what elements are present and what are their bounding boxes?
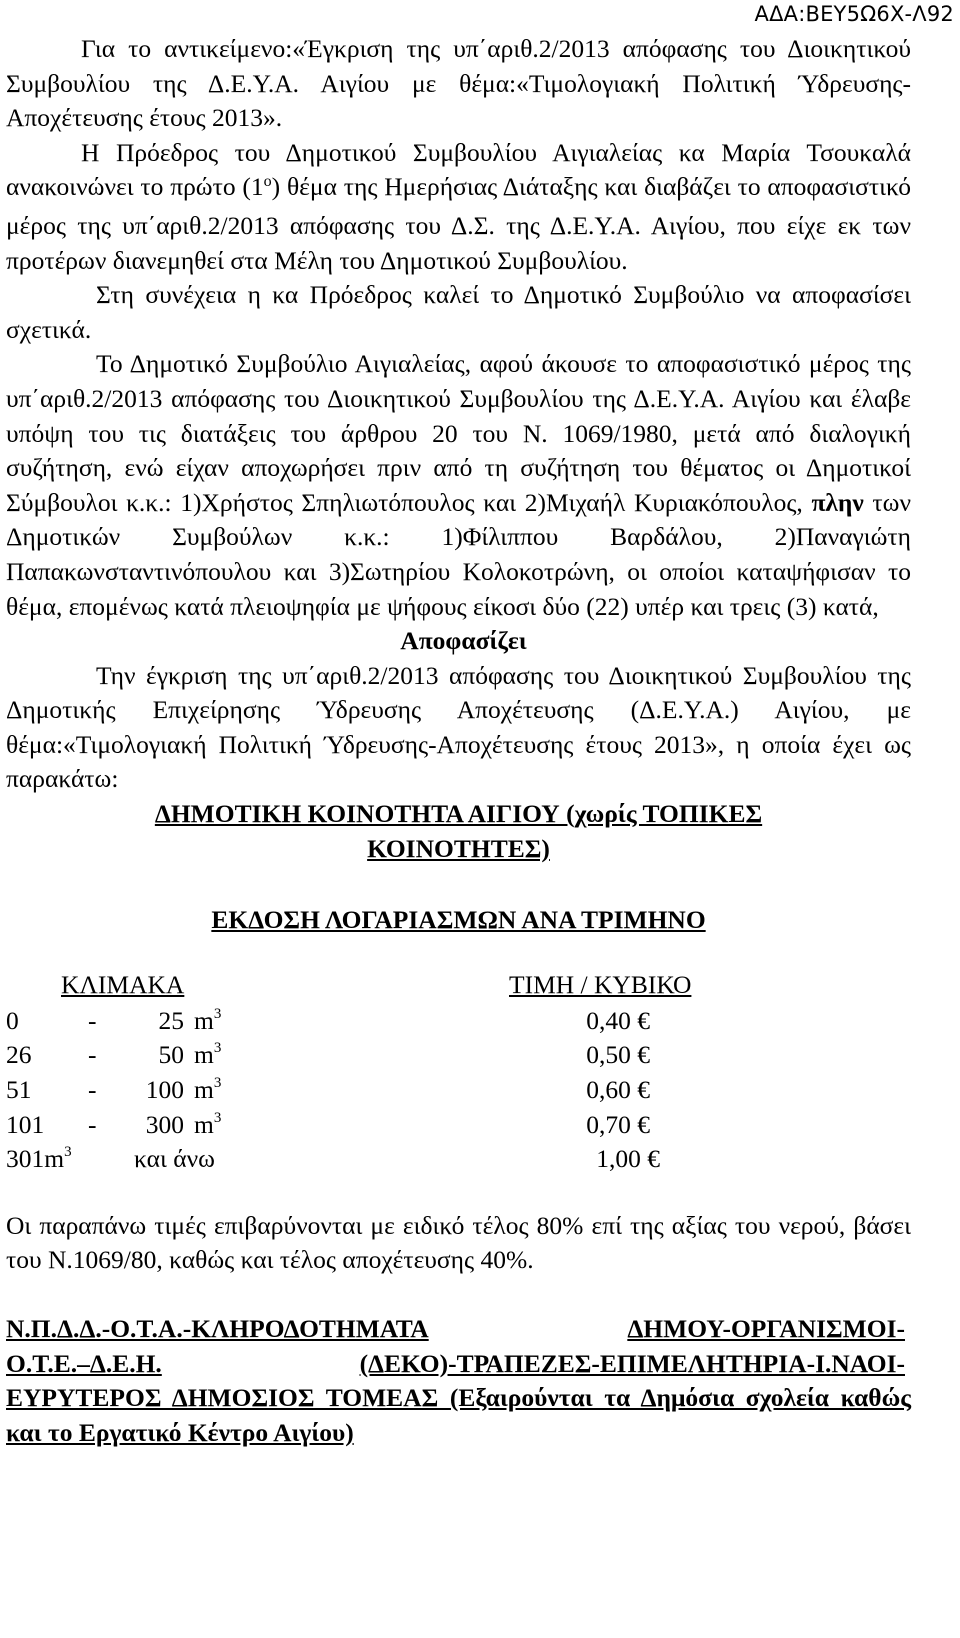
tier-to: 25 [158, 1005, 184, 1035]
tier-dash: - [88, 1040, 97, 1070]
exemptions-line-1: Ν.Π.Δ.Δ.-Ο.Τ.Α.-ΚΛΗΡΟΔΟΤΗΜΑΤΑ ΔΗΜΟΥ-ΟΡΓΑΝΙΣΜΟΙ- [6, 1314, 905, 1343]
tier-unit: $m^3$ [194, 1005, 222, 1035]
tier-price: 0,50 € [586, 1040, 650, 1070]
tier-unit: $m^3$ [194, 1040, 222, 1070]
tier-price: 0,60 € [586, 1075, 650, 1105]
exemptions-line-3: ΕΥΡΥΤΕΡΟΣ ΔΗΜΟΣΙΟΣ ΤΟΜΕΑΣ (Εξαιρούνται τα Δημόσια σχολεία καθώς και το Εργατικό Κέντρο Αιγίου) [6, 1383, 911, 1447]
table-row [6, 1073, 911, 1108]
tier-price: 0,70 € [586, 1109, 650, 1139]
section-title-community-cont: ΚΟΙΝΟΤΗΤΕΣ) [367, 833, 550, 863]
tier-dash: - [88, 1075, 97, 1105]
note-paragraph: Οι παραπάνω τιμές επιβαρύνονται με ειδικό τέλος 80% επί της αξίας του νερού, βάσει του Ν.1069/80, καθώς και τέλος αποχέτευσης 40%. [6, 1210, 911, 1275]
decides-heading: Αποφασίζει [400, 626, 527, 656]
table-row [6, 1142, 911, 1177]
tier-from: $301m^3$ [6, 1144, 72, 1174]
tariff-table-header [6, 968, 911, 1004]
table-row [6, 1108, 911, 1143]
paragraph-council: Το Δημοτικό Συμβούλιο Αιγιαλείας, αφού άκουσε το αποφασιστικό μέρος της υπ΄αριθ.2/2013 απόφασης του Διοικητικού Συμβουλίου της Δ.Ε.Υ.Α. Αιγίου και έλαβε υπόψη του τις διατάξεις του άρθρου 20 του Ν. 1069/1980, μετά από διαλογική συζήτηση, ενώ είχαν αποχωρήσει πριν από τη συζήτηση του θέματος οι Δημοτικοί Σύμβουλοι κ.κ.: 1)Χρήστος Σπηλιωτόπουλος και 2)Μιχαήλ Κυριακόπουλος, πλην των Δημοτικών Συμβούλων κ.κ.: 1)Φίλιππου Βαρδάλου, 2)Παναγιώτη Παπακωνσταντινόπουλου και 3)Σωτηρίου Κολοκοτρώνη, οι οποίοι καταψήφισαν το θέμα, επομένως κατά πλειοψηφία με ψήφους είκοσι δύο (22) υπέρ και τρεις (3) κατά, [6, 349, 911, 621]
tier-price: 0,40 € [586, 1005, 650, 1035]
tier-unit: $m^3$ [194, 1075, 222, 1105]
tier-to: 100 [145, 1075, 184, 1105]
tier-open-ended: και άνω [134, 1144, 215, 1174]
tier-from: 51 [6, 1075, 32, 1105]
paragraph-president: Η Πρόεδρος του Δημοτικού Συμβουλίου Αιγιαλείας κα Μαρία Τσουκαλά ανακοινώνει το πρώτο $(1^o)$ θέμα της Ημερήσιας Διάταξης και διαβάζει το αποφασιστικό μέρος της υπ΄αριθ.2/2013 απόφασης του Δ.Σ. της Δ.Ε.Υ.Α. Αιγίου, που είχε εκ των προτέρων διανεμηθεί στα Μέλη του Δημοτικού Συμβουλίου. [6, 137, 911, 275]
subject-paragraph: Για το αντικείμενο:«Έγκριση της υπ΄αριθ.2/2013 απόφασης του Διοικητικού Συμβουλίου της Δ.Ε.Υ.Α. Αιγίου με θέμα:«Τιμολογιακή Πολιτική Ύδρευσης-Αποχέτευσης έτους 2013». [6, 34, 911, 133]
document-body [6, 32, 911, 1450]
column-scale: ΚΛΙΜΑΚΑ [61, 969, 185, 999]
section-title-community: ΔΗΜΟΤΙΚΗ ΚΟΙΝΟΤΗΤΑ ΑΙΓΙΟΥ (χωρίς ΤΟΠΙΚΕΣ [154, 799, 763, 829]
table-row [6, 1038, 911, 1073]
tier-from: 26 [6, 1040, 32, 1070]
tier-dash: - [88, 1005, 97, 1035]
section-title-billing: ΕΚΔΟΣΗ ΛΟΓΑΡΙΑΣΜΩΝ ΑΝΑ ΤΡΙΜΗΝΟ [211, 905, 706, 935]
tier-price: 1,00 € [596, 1144, 660, 1174]
tier-from: 101 [6, 1109, 45, 1139]
column-price: ΤΙΜΗ / ΚΥΒΙΚΟ [509, 969, 692, 999]
tier-from: 0 [6, 1005, 19, 1035]
tier-to: 50 [158, 1040, 184, 1070]
paragraph-approval: Την έγκριση της υπ΄αριθ.2/2013 απόφασης του Διοικητικού Συμβουλίου της Δημοτικής Επιχείρησης Ύδρευσης Αποχέτευσης (Δ.Ε.Υ.Α.) Αιγίου, με θέμα:«Τιμολογιακή Πολιτική Ύδρευσης-Αποχέτευσης έτους 2013», η οποία έχει ως παρακάτω: [6, 660, 911, 794]
paragraph-invitation: Στη συνέχεια η κα Πρόεδρος καλεί το Δημοτικό Συμβούλιο να αποφασίσει σχετικά. [6, 280, 911, 344]
ada-code: ΑΔΑ:ΒΕΥ5Ω6Χ-Λ92 [754, 2, 954, 26]
tier-to: 300 [145, 1109, 184, 1139]
exemptions-block [6, 1312, 911, 1450]
tariff-table [6, 1004, 911, 1142]
tier-unit: $m^3$ [194, 1109, 222, 1139]
exemptions-line-2: Ο.Τ.Ε.–Δ.Ε.Η. (ΔΕΚΟ)-ΤΡΑΠΕΖΕΣ-ΕΠΙΜΕΛΗΤΗΡΙΑ-Ι.ΝΑΟΙ- [6, 1348, 905, 1378]
table-row [6, 1004, 911, 1039]
tier-dash: - [88, 1109, 97, 1139]
